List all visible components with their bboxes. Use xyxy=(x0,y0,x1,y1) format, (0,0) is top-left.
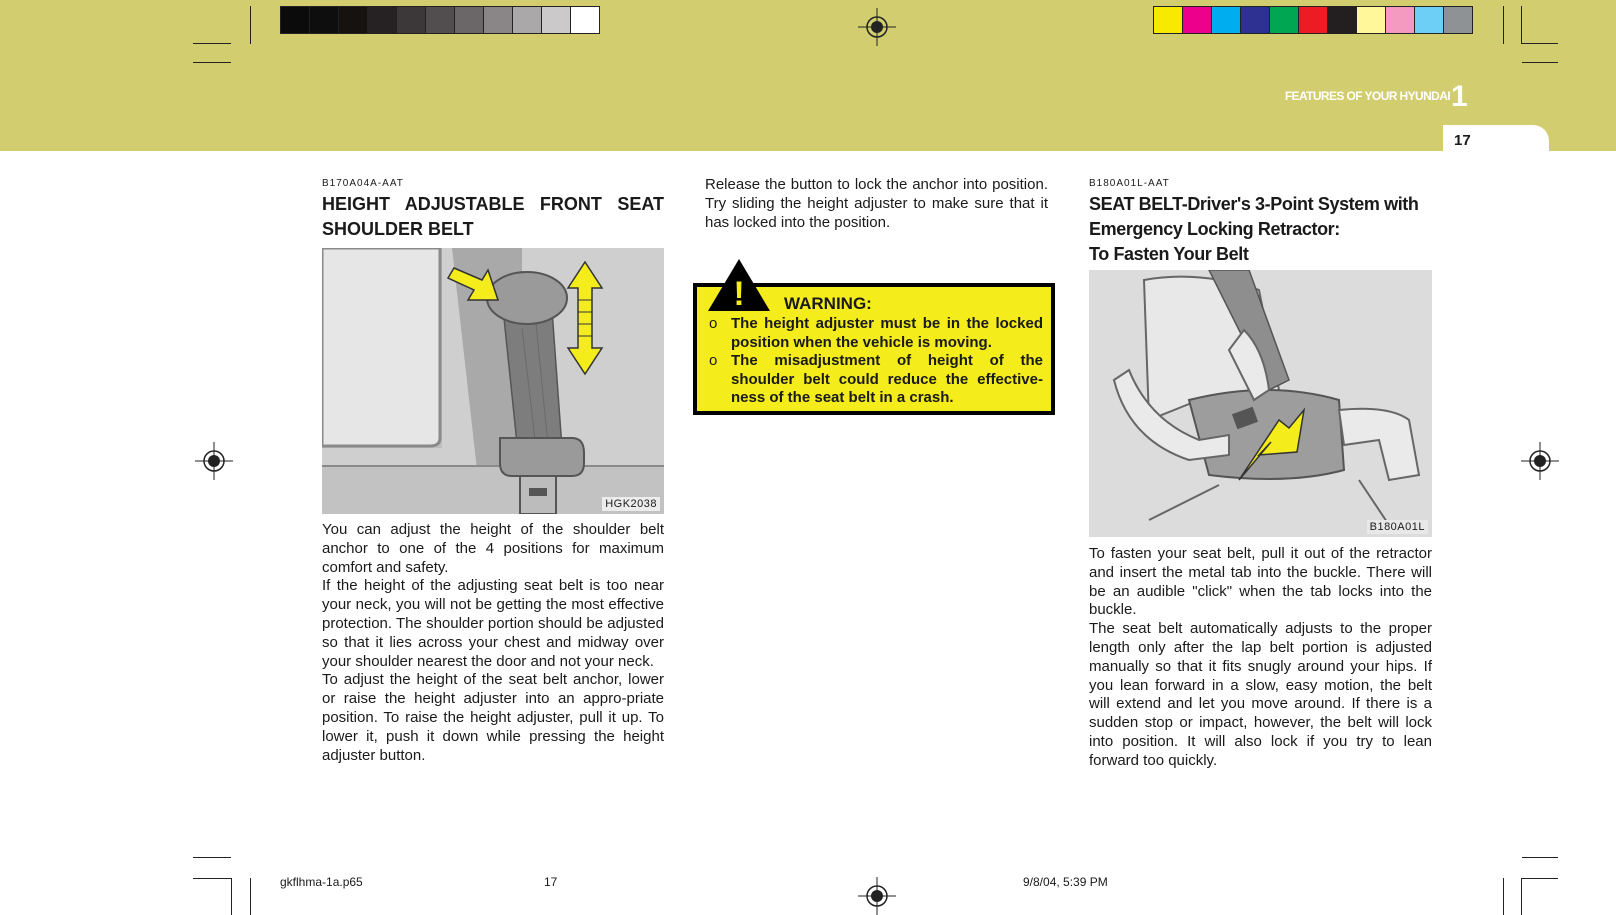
crop-mark xyxy=(231,878,232,915)
color-swatch xyxy=(1415,7,1444,33)
right-column xyxy=(1089,178,1432,771)
registration-mark-icon xyxy=(1521,442,1559,480)
crop-mark xyxy=(1521,878,1522,915)
crop-mark xyxy=(1521,6,1522,44)
section-title: FEATURES OF YOUR HYUNDAI xyxy=(1284,89,1450,103)
registration-mark-icon xyxy=(195,442,233,480)
warning-text: The misadjustment of height of the shoulder belt could reduce the effective-ness of the seat belt in a crash. xyxy=(731,352,1043,406)
paragraph: If the height of the adjusting seat belt is too near your neck, you will not be getting the most effective protection. The shoulder portion should be adjusted so that it lies across your chest and midway over your shoulder nearest the door and not your neck. xyxy=(322,577,664,670)
body-text xyxy=(322,521,664,765)
color-swatch xyxy=(310,7,339,33)
height-adjuster-illustration xyxy=(322,248,664,514)
paragraph: The seat belt automatically adjusts to the proper length only after the lap belt portion is adjusted manually so that it fits snugly around your hips. If you lean forward in a slow, easy motion, the belt will extend and let you move around. If there is a sudden stop or impact, however, the belt will lock into position. It will also lock if you try to lean forward too quickly. xyxy=(1089,620,1432,769)
warning-box xyxy=(693,275,1055,415)
page-number: 17 xyxy=(1454,132,1471,149)
footer-page-number: 17 xyxy=(544,875,558,889)
color-swatch xyxy=(1328,7,1357,33)
crop-mark xyxy=(193,878,231,879)
section-heading xyxy=(1089,192,1432,267)
figure-label: B180A01L xyxy=(1367,520,1428,534)
crop-mark xyxy=(1522,878,1558,879)
heading-line: To Fasten Your Belt xyxy=(1089,244,1249,264)
warning-triangle-icon xyxy=(706,257,772,313)
fastening-belt-illustration xyxy=(1089,270,1432,537)
body-text: Release the button to lock the anchor into position. Try sliding the height adjuster to make sure that it has locked into the position. xyxy=(705,176,1048,231)
figure-label: HGK2038 xyxy=(602,497,660,511)
color-swatch xyxy=(1270,7,1299,33)
body-text xyxy=(1089,545,1432,771)
section-heading: HEIGHT ADJUSTABLE FRONT SEAT SHOULDER BELT xyxy=(322,194,664,239)
crop-mark xyxy=(193,857,231,858)
section-code: B180A01L-AAT xyxy=(1089,178,1170,189)
color-swatch xyxy=(542,7,571,33)
color-swatch xyxy=(1154,7,1183,33)
color-swatch xyxy=(397,7,426,33)
color-swatch xyxy=(455,7,484,33)
color-swatch xyxy=(339,7,368,33)
color-swatch xyxy=(1183,7,1212,33)
color-swatch xyxy=(1444,7,1472,33)
color-swatch xyxy=(1212,7,1241,33)
warning-list xyxy=(705,315,1043,408)
middle-column xyxy=(705,176,1048,232)
crop-mark xyxy=(193,43,231,44)
crop-mark xyxy=(250,6,251,44)
registration-mark-icon xyxy=(858,877,896,915)
bullet: o xyxy=(709,352,718,369)
paragraph: To adjust the height of the seat belt anchor, lower or raise the height adjuster into an appro-priate position. To raise the height adjuster, pull it up. To lower it, push it down while pressing the height adjuster button. xyxy=(322,671,664,764)
color-swatch xyxy=(426,7,455,33)
warning-item xyxy=(705,315,1043,352)
color-swatch xyxy=(1357,7,1386,33)
paragraph: To fasten your seat belt, pull it out of the retractor and insert the metal tab into the buckle. There will be an audible "click" when the tab locks into the buckle. xyxy=(1089,545,1432,619)
crop-mark xyxy=(193,62,231,63)
color-swatch xyxy=(1241,7,1270,33)
crop-mark xyxy=(1503,6,1504,44)
heading-line: SEAT BELT-Driver's 3-Point System with xyxy=(1089,194,1419,214)
warning-symbol: ! xyxy=(733,275,745,313)
color-swatch xyxy=(281,7,310,33)
crop-mark xyxy=(1522,62,1558,63)
color-swatch xyxy=(571,7,599,33)
color-swatch xyxy=(368,7,397,33)
warning-text: The height adjuster must be in the locked position when the vehicle is moving. xyxy=(731,315,1043,351)
left-column xyxy=(322,178,664,765)
crop-mark xyxy=(1503,878,1504,915)
crop-mark xyxy=(1522,43,1558,44)
heading-line: Emergency Locking Retractor: xyxy=(1089,219,1340,239)
bullet: o xyxy=(709,315,718,332)
fasten-belt-figure xyxy=(1089,270,1432,537)
crop-mark xyxy=(1522,857,1558,858)
color-swatch xyxy=(1299,7,1328,33)
color-calibration-bar xyxy=(1153,6,1473,34)
section-code: B170A04A-AAT xyxy=(322,178,404,189)
color-swatch xyxy=(1386,7,1415,33)
footer-timestamp: 9/8/04, 5:39 PM xyxy=(1023,875,1108,889)
registration-mark-icon xyxy=(858,8,896,46)
shoulder-belt-adjuster-figure xyxy=(322,248,664,514)
crop-mark xyxy=(250,878,251,915)
warning-title: WARNING: xyxy=(784,294,872,313)
warning-item xyxy=(705,352,1043,408)
color-swatch xyxy=(513,7,542,33)
paragraph: You can adjust the height of the shoulder belt anchor to one of the 4 positions for maximum comfort and safety. xyxy=(322,521,664,576)
section-number: 1 xyxy=(1451,80,1468,113)
footer-filename: gkflhma-1a.p65 xyxy=(280,875,363,889)
grayscale-color-bar xyxy=(280,6,600,34)
color-swatch xyxy=(484,7,513,33)
